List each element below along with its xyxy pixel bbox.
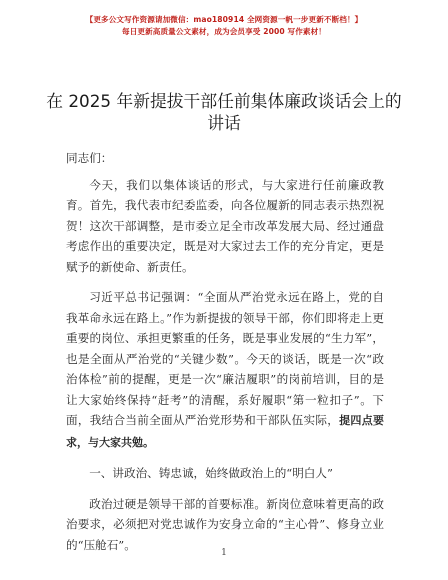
paragraph-1: 今天，我们以集体谈话的形式，与大家进行任前廉政教育。首先，我代表市纪委监委，向各位履新的同志表示热烈祝贺！这次干部调整，是市委立足全市改革发展大局、经过通盘考虑作出的重要决定，既是对大家过去工作的充分肯定，更是赋予的新使命、新责任。	[66, 177, 384, 274]
paragraph-3: 政治过硬是领导干部的首要标准。新岗位意味着更高的政治要求，必须把对党忠诚作为安身立命的“主心骨”、修身立业的“压舱石”。	[66, 496, 384, 552]
title-line-1: 在 2025 年新提拔干部任前集体廉政谈话会上的	[46, 91, 402, 111]
promo-banner	[0, 14, 448, 38]
paragraph-2-text: 习近平总书记强调：“全面从严治党永远在路上，党的自我革命永远在路上。”作为新提拔的领导干部，你们即将走上更重要的岗位、承担更繁重的任务，既是事业发展的“生力军”，也是全面从严治党的“关键少数”。今天的谈话，既是一次“政治体检”前的提醒，更是一次“廉洁履职”的岗前培训，目的是让大家始终保持“赶考”的清醒，系好履职“第一粒扣子”。下面，我结合当前全面从严治党形势和干部队伍实际，	[66, 290, 384, 427]
promo-line-2: 每日更新高质量公文素材，成为会员享受 2000 写作素材！	[122, 27, 326, 36]
page-number: 1	[221, 548, 227, 558]
section-heading-1: 一、讲政治、铸忠诚，始终做政治上的“明白人”	[89, 466, 333, 480]
promo-line-1: 【更多公文写作资源请加微信：mao180914 全网资源一帆一步更新不断档！】	[85, 15, 363, 24]
paragraph-2	[66, 287, 384, 453]
document-title	[40, 90, 408, 134]
title-line-2: 讲话	[207, 113, 241, 133]
document-body	[66, 148, 384, 565]
greeting: 同志们：	[66, 151, 113, 165]
paragraph-2-bold: 提四点要求，与大家共勉。	[66, 414, 384, 449]
